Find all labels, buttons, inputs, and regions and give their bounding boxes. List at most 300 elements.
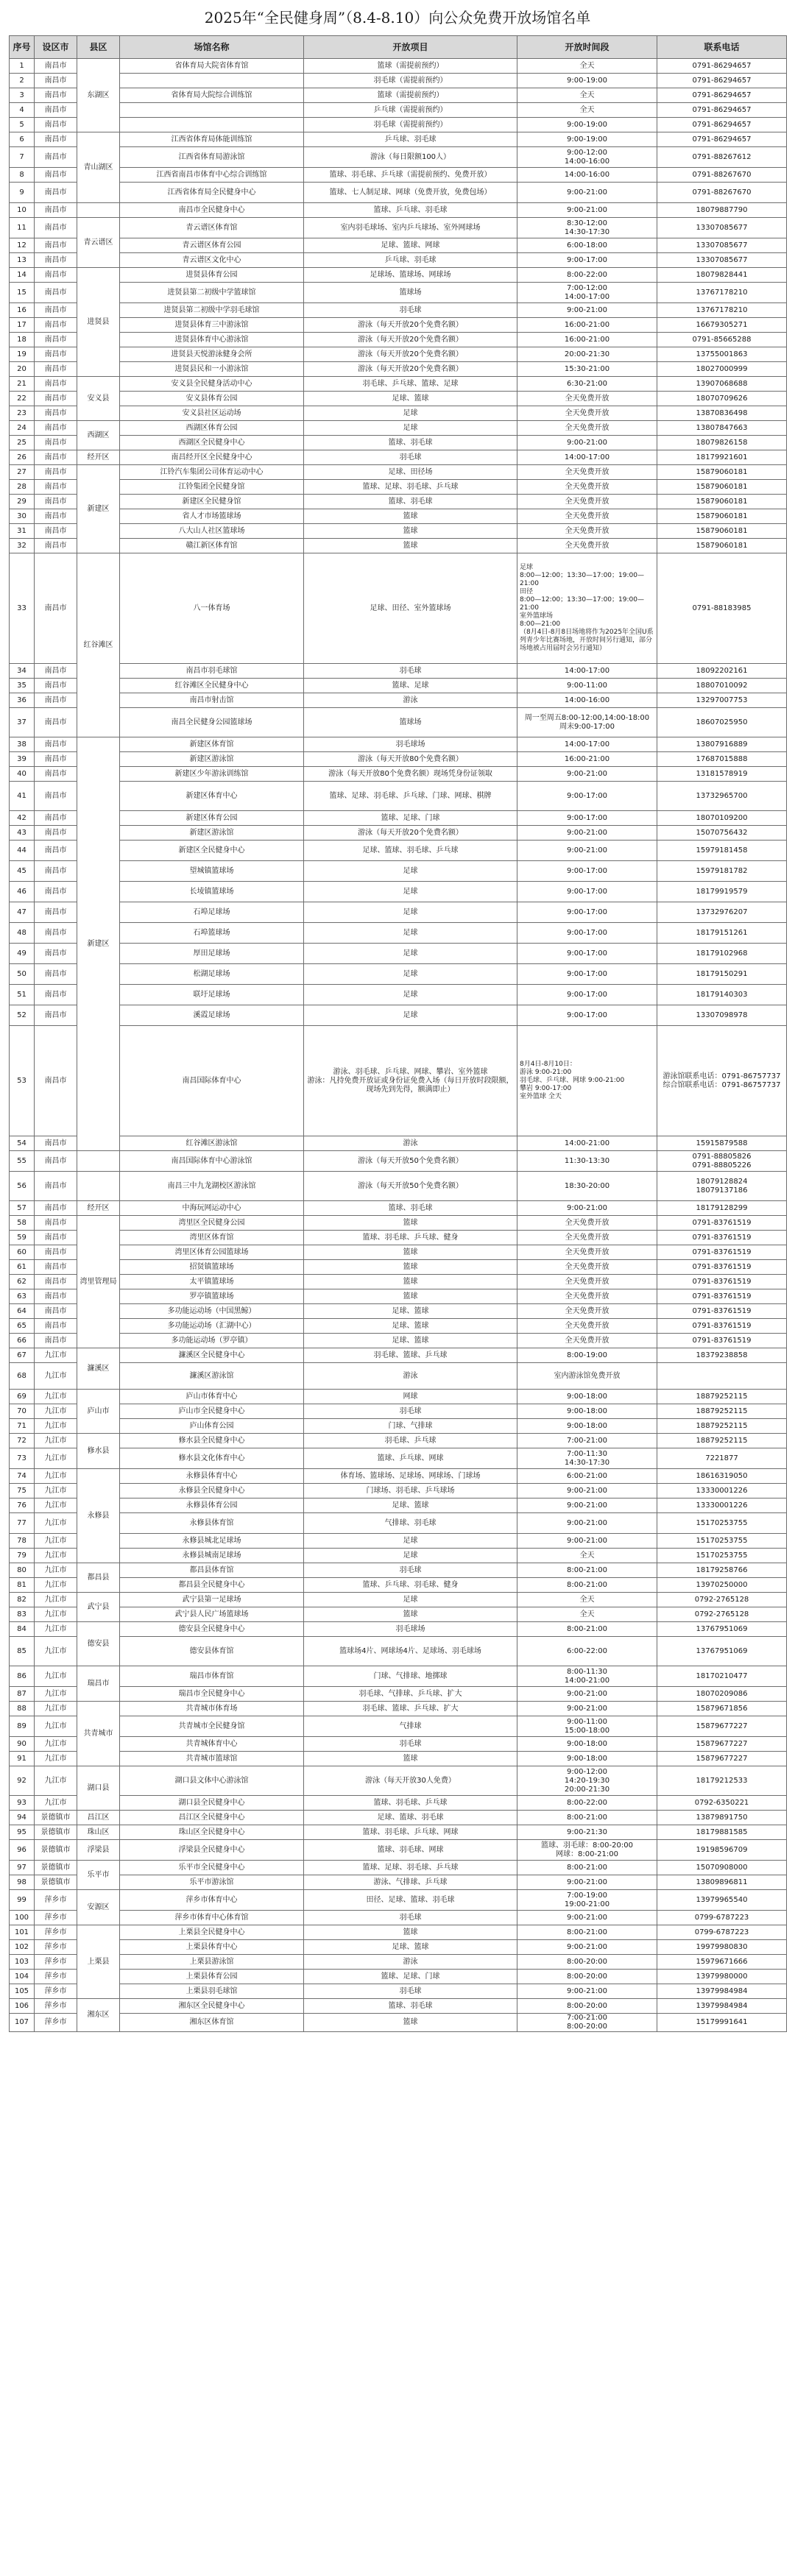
row-serial: 54 (10, 1136, 35, 1151)
row-serial: 52 (10, 1005, 35, 1026)
row-time: 9:00-21:00 (517, 1513, 657, 1534)
row-serial: 38 (10, 737, 35, 752)
row-time: 9:00-18:00 (517, 1752, 657, 1766)
row-phone: 18379238858 (657, 1348, 787, 1363)
row-venue: 中海玩网运动中心 (120, 1201, 304, 1216)
row-phone: 0791-83761519 (657, 1275, 787, 1289)
row-city: 南昌市 (35, 509, 77, 524)
row-county: 新建区 (77, 465, 120, 553)
row-items: 篮球、足球、门球 (304, 1970, 517, 1984)
row-city: 南昌市 (35, 495, 77, 509)
row-city: 南昌市 (35, 1319, 77, 1334)
row-time: 8:00-21:00 (517, 1563, 657, 1578)
row-city: 南昌市 (35, 421, 77, 436)
table-row (10, 1984, 787, 1999)
row-phone: 13330001226 (657, 1498, 787, 1513)
row-serial: 73 (10, 1448, 35, 1469)
row-items: 游泳（每天开放20个免费名额） (304, 362, 517, 377)
row-time: 9:00-19:00 (517, 74, 657, 88)
row-county: 安源区 (77, 1890, 120, 1925)
row-phone: 18879252115 (657, 1434, 787, 1448)
row-phone: 13807916889 (657, 737, 787, 752)
row-venue: 多功能运动场（中国黑鲸） (120, 1304, 304, 1319)
row-items: 足球、篮球、羽毛球、乒乓球 (304, 841, 517, 861)
row-phone: 18179151261 (657, 923, 787, 944)
row-venue: 望城镇篮球场 (120, 861, 304, 882)
row-time: 8:00-20:00 (517, 1970, 657, 1984)
row-time: 20:00-21:30 (517, 347, 657, 362)
row-items: 游泳、羽毛球、乒乓球、网球、攀岩、室外篮球 游泳：凡持免费开放证或身份证免费入场（每日开放时段限额，现场先到先得，额满即止） (304, 1026, 517, 1136)
table-row (10, 1172, 787, 1201)
table-row (10, 436, 787, 450)
row-items: 气排球 (304, 1716, 517, 1737)
table-row (10, 1811, 787, 1825)
row-time: 7:00-12:00 14:00-17:00 (517, 283, 657, 303)
row-phone: 15879060181 (657, 480, 787, 495)
row-phone: 15915879588 (657, 1136, 787, 1151)
row-time: 全天免费开放 (517, 480, 657, 495)
row-time: 9:00-17:00 (517, 964, 657, 985)
row-items: 篮球 (304, 2014, 517, 2032)
table-row (10, 268, 787, 283)
row-phone: 13970250000 (657, 1578, 787, 1593)
row-items: 篮球 (304, 539, 517, 553)
table-row (10, 1925, 787, 1940)
row-city: 九江市 (35, 1549, 77, 1563)
row-serial: 98 (10, 1875, 35, 1890)
row-venue: 上栗县游泳馆 (120, 1955, 304, 1970)
row-serial: 69 (10, 1390, 35, 1404)
table-row (10, 1825, 787, 1840)
row-time: 8:00-22:00 (517, 268, 657, 283)
table-row (10, 132, 787, 147)
row-items: 足球 (304, 964, 517, 985)
row-city: 南昌市 (35, 944, 77, 964)
row-phone: 13767178210 (657, 283, 787, 303)
row-city: 南昌市 (35, 1231, 77, 1245)
row-venue (120, 118, 304, 132)
row-phone: 7221877 (657, 1448, 787, 1469)
row-phone: 15879060181 (657, 495, 787, 509)
row-serial: 43 (10, 826, 35, 841)
row-phone: 18179212533 (657, 1766, 787, 1796)
row-city: 南昌市 (35, 203, 77, 218)
row-city: 九江市 (35, 1593, 77, 1607)
row-phone: 13979984984 (657, 1984, 787, 1999)
row-serial: 64 (10, 1304, 35, 1319)
row-time: 9:00-21:30 (517, 1825, 657, 1840)
row-serial: 61 (10, 1260, 35, 1275)
row-serial: 79 (10, 1549, 35, 1563)
row-items: 足球 (304, 1593, 517, 1607)
table-row (10, 1005, 787, 1026)
table-row (10, 1404, 787, 1419)
row-county: 乐平市 (77, 1861, 120, 1890)
row-serial: 95 (10, 1825, 35, 1840)
row-items: 篮球场 (304, 283, 517, 303)
row-phone: 15879060181 (657, 539, 787, 553)
row-items: 篮球 (304, 1245, 517, 1260)
row-venue: 八一体育场 (120, 553, 304, 664)
row-serial: 6 (10, 132, 35, 147)
row-phone: 15979181782 (657, 861, 787, 882)
row-time: 8:00-21:00 (517, 1925, 657, 1940)
row-city: 九江市 (35, 1607, 77, 1622)
row-serial: 84 (10, 1622, 35, 1637)
row-serial: 42 (10, 811, 35, 826)
row-time: 全天 (517, 59, 657, 74)
row-city: 南昌市 (35, 303, 77, 318)
table-row (10, 861, 787, 882)
row-serial: 57 (10, 1201, 35, 1216)
row-serial: 33 (10, 553, 35, 664)
row-serial: 76 (10, 1498, 35, 1513)
table-row (10, 406, 787, 421)
row-serial: 72 (10, 1434, 35, 1448)
row-items: 篮球、羽毛球 (304, 495, 517, 509)
row-venue: 进贤县第二初级中学羽毛球馆 (120, 303, 304, 318)
row-city: 景德镇市 (35, 1861, 77, 1875)
row-venue: 南昌全民健身公园篮球场 (120, 708, 304, 737)
row-phone: 15170253755 (657, 1534, 787, 1549)
row-items: 篮球、羽毛球、乒乓球、健身 (304, 1231, 517, 1245)
row-phone: 13979965540 (657, 1890, 787, 1911)
row-city: 九江市 (35, 1484, 77, 1498)
row-phone: 13807847663 (657, 421, 787, 436)
row-county: 经开区 (77, 450, 120, 465)
row-items: 乒乓球（需提前预约） (304, 103, 517, 118)
row-serial: 8 (10, 168, 35, 183)
row-items: 田径、足球、篮球、羽毛球 (304, 1890, 517, 1911)
row-time: 8:00-22:00 (517, 1796, 657, 1811)
row-serial: 105 (10, 1984, 35, 1999)
row-serial: 82 (10, 1593, 35, 1607)
row-phone: 15879671856 (657, 1702, 787, 1716)
row-venue: 安义县全民健身活动中心 (120, 377, 304, 392)
row-venue: 罗亭镇篮球场 (120, 1289, 304, 1304)
row-serial: 11 (10, 218, 35, 238)
row-items: 足球 (304, 902, 517, 923)
row-venue: 湾里区体育馆 (120, 1231, 304, 1245)
row-venue: 红谷滩区游泳馆 (120, 1136, 304, 1151)
row-venue: 多功能运动场（汇湖中心） (120, 1319, 304, 1334)
row-phone: 18070709626 (657, 392, 787, 406)
row-county: 永修县 (77, 1469, 120, 1563)
row-time: 9:00-21:00 (517, 1484, 657, 1498)
row-phone: 0791-88183985 (657, 553, 787, 664)
table-row (10, 303, 787, 318)
row-city: 南昌市 (35, 347, 77, 362)
row-venue: 安义县体育公园 (120, 392, 304, 406)
row-items: 游泳（每天开放50个免费名额） (304, 1172, 517, 1201)
row-items: 篮球 (304, 524, 517, 539)
row-time: 全天免费开放 (517, 539, 657, 553)
header-serial: 序号 (10, 36, 35, 59)
row-venue: 共青城市全民健身馆 (120, 1716, 304, 1737)
row-venue: 昌江区全民健身中心 (120, 1811, 304, 1825)
row-county: 濂溪区 (77, 1348, 120, 1390)
row-phone: 16679305271 (657, 318, 787, 333)
row-phone: 18170210477 (657, 1666, 787, 1687)
row-time: 8:00-20:00 (517, 1999, 657, 2014)
row-items: 足球、篮球 (304, 1498, 517, 1513)
row-items: 门球、气排球、地掷球 (304, 1666, 517, 1687)
row-venue: 上栗县全民健身中心 (120, 1925, 304, 1940)
row-time: 14:00-16:00 (517, 693, 657, 708)
row-city: 九江市 (35, 1448, 77, 1469)
row-phone: 游泳馆联系电话：0791-86757737 综合馆联系电话：0791-86757737 (657, 1026, 787, 1136)
row-time: 9:00-17:00 (517, 861, 657, 882)
row-venue: 江西省体育局全民健身中心 (120, 183, 304, 203)
table-row (10, 1687, 787, 1702)
row-serial: 17 (10, 318, 35, 333)
row-venue: 省体育局大院综合训练馆 (120, 88, 304, 103)
row-serial: 3 (10, 88, 35, 103)
row-city: 萍乡市 (35, 1925, 77, 1940)
table-row (10, 693, 787, 708)
table-row (10, 1796, 787, 1811)
row-venue: 瑞昌市体育馆 (120, 1666, 304, 1687)
row-items: 游泳（每天开放50个免费名额） (304, 1151, 517, 1172)
row-city: 南昌市 (35, 1005, 77, 1026)
row-time: 16:00-21:00 (517, 333, 657, 347)
row-time: 9:00-21:00 (517, 1984, 657, 1999)
row-items: 足球 (304, 985, 517, 1005)
row-serial: 34 (10, 664, 35, 679)
row-county: 新建区 (77, 737, 120, 1151)
row-city: 景德镇市 (35, 1825, 77, 1840)
row-venue: 瑞昌市全民健身中心 (120, 1687, 304, 1702)
row-county: 进贤县 (77, 268, 120, 377)
row-city: 南昌市 (35, 168, 77, 183)
row-serial: 2 (10, 74, 35, 88)
row-venue (120, 74, 304, 88)
table-row (10, 495, 787, 509)
row-serial: 67 (10, 1348, 35, 1363)
row-phone: 0791-88267612 (657, 147, 787, 168)
row-items: 篮球、羽毛球、乒乓球、网球 (304, 1825, 517, 1840)
row-venue: 新建区全民健身馆 (120, 495, 304, 509)
table-row (10, 882, 787, 902)
row-city: 南昌市 (35, 1201, 77, 1216)
row-phone: 18179921601 (657, 450, 787, 465)
row-venue: 德安县全民健身中心 (120, 1622, 304, 1637)
row-time: 9:00-21:00 (517, 1940, 657, 1955)
row-items: 足球 (304, 1549, 517, 1563)
table-row (10, 103, 787, 118)
row-city: 九江市 (35, 1534, 77, 1549)
row-time: 9:00-21:00 (517, 1498, 657, 1513)
row-serial: 66 (10, 1334, 35, 1348)
row-phone: 18807010092 (657, 679, 787, 693)
row-items: 足球、篮球 (304, 1334, 517, 1348)
row-serial: 25 (10, 436, 35, 450)
row-phone (657, 1363, 787, 1390)
row-city: 南昌市 (35, 1245, 77, 1260)
row-county: 瑞昌市 (77, 1666, 120, 1702)
row-items: 篮球、足球、门球 (304, 811, 517, 826)
table-row (10, 1752, 787, 1766)
row-items: 游泳（每天开放20个免费名额） (304, 826, 517, 841)
row-serial: 24 (10, 421, 35, 436)
row-venue: 修水县全民健身中心 (120, 1434, 304, 1448)
row-serial: 103 (10, 1955, 35, 1970)
row-time: 9:00-17:00 (517, 811, 657, 826)
row-venue: 进贤县体育中心游泳馆 (120, 333, 304, 347)
table-row (10, 362, 787, 377)
row-time: 9:00-17:00 (517, 985, 657, 1005)
row-items: 篮球、羽毛球 (304, 1201, 517, 1216)
row-time: 全天免费开放 (517, 1319, 657, 1334)
row-serial: 100 (10, 1911, 35, 1925)
row-city: 南昌市 (35, 902, 77, 923)
row-items: 篮球、足球、羽毛球、乒乓球 (304, 1861, 517, 1875)
row-venue: 南昌市羽毛球馆 (120, 664, 304, 679)
row-items: 羽毛球、篮球、乒乓球、扩大 (304, 1702, 517, 1716)
row-time: 14:00-16:00 (517, 168, 657, 183)
table-row (10, 826, 787, 841)
row-phone: 15170253755 (657, 1513, 787, 1534)
table-row (10, 1622, 787, 1637)
row-time: 全天免费开放 (517, 1245, 657, 1260)
row-phone: 18070109200 (657, 811, 787, 826)
row-phone: 19198596709 (657, 1840, 787, 1861)
row-city: 南昌市 (35, 362, 77, 377)
row-serial: 63 (10, 1289, 35, 1304)
table-row (10, 509, 787, 524)
row-serial: 41 (10, 782, 35, 811)
row-city: 九江市 (35, 1563, 77, 1578)
row-city: 南昌市 (35, 1151, 77, 1172)
row-serial: 58 (10, 1216, 35, 1231)
row-serial: 102 (10, 1940, 35, 1955)
row-city: 南昌市 (35, 782, 77, 811)
row-time: 6:00-18:00 (517, 238, 657, 253)
row-phone: 0791-83761519 (657, 1260, 787, 1275)
row-items: 篮球、乒乓球、羽毛球、健身 (304, 1578, 517, 1593)
table-row (10, 88, 787, 103)
row-venue: 珠山区全民健身中心 (120, 1825, 304, 1840)
row-venue: 上栗县体育公园 (120, 1970, 304, 1984)
row-phone: 0799-6787223 (657, 1911, 787, 1925)
row-time: 8:00-21:00 (517, 1622, 657, 1637)
row-serial: 20 (10, 362, 35, 377)
row-time: 室内游泳馆免费开放 (517, 1363, 657, 1390)
row-venue: 都昌县全民健身中心 (120, 1578, 304, 1593)
row-time: 9:00-18:00 (517, 1404, 657, 1419)
row-phone: 0792-6350221 (657, 1796, 787, 1811)
row-serial: 104 (10, 1970, 35, 1984)
row-time: 9:00-21:00 (517, 1687, 657, 1702)
row-phone: 18879252115 (657, 1390, 787, 1404)
table-row (10, 1498, 787, 1513)
row-serial: 19 (10, 347, 35, 362)
row-city: 萍乡市 (35, 1984, 77, 1999)
table-row (10, 811, 787, 826)
row-items: 篮球 (304, 1607, 517, 1622)
row-venue: 湘东区体育馆 (120, 2014, 304, 2032)
row-items: 篮球 (304, 1752, 517, 1766)
row-county (77, 1151, 120, 1172)
row-phone: 0791-83761519 (657, 1231, 787, 1245)
row-venue: 庐山体育公园 (120, 1419, 304, 1434)
row-phone: 13330001226 (657, 1484, 787, 1498)
table-row (10, 2014, 787, 2032)
row-time: 9:00-21:00 (517, 1702, 657, 1716)
row-items: 羽毛球（需提前预约） (304, 118, 517, 132)
row-items: 游泳（每天开放80个免费名额）现场凭身份证领取 (304, 767, 517, 782)
row-city: 南昌市 (35, 59, 77, 74)
table-row (10, 147, 787, 168)
row-venue: 西湖区体育公园 (120, 421, 304, 436)
row-phone: 0791-83761519 (657, 1289, 787, 1304)
row-phone: 13181578919 (657, 767, 787, 782)
row-city: 景德镇市 (35, 1840, 77, 1861)
row-serial: 74 (10, 1469, 35, 1484)
row-city: 南昌市 (35, 480, 77, 495)
table-row (10, 1607, 787, 1622)
row-county: 珠山区 (77, 1825, 120, 1840)
row-phone: 19979980830 (657, 1940, 787, 1955)
row-time: 全天免费开放 (517, 524, 657, 539)
row-items: 气排球、羽毛球 (304, 1513, 517, 1534)
row-serial: 15 (10, 283, 35, 303)
row-city: 南昌市 (35, 811, 77, 826)
row-venue: 濂溪区全民健身中心 (120, 1348, 304, 1363)
row-time: 9:00-18:00 (517, 1737, 657, 1752)
row-city: 南昌市 (35, 436, 77, 450)
row-serial: 86 (10, 1666, 35, 1687)
row-serial: 59 (10, 1231, 35, 1245)
row-city: 九江市 (35, 1578, 77, 1593)
row-serial: 56 (10, 1172, 35, 1201)
row-items: 足球、篮球、网球 (304, 238, 517, 253)
row-phone: 13767951069 (657, 1622, 787, 1637)
row-phone: 18607025950 (657, 708, 787, 737)
row-phone: 15179991641 (657, 2014, 787, 2032)
row-items: 游泳 (304, 1136, 517, 1151)
header-phone: 联系电话 (657, 36, 787, 59)
row-city: 九江市 (35, 1419, 77, 1434)
row-venue: 浮梁县全民健身中心 (120, 1840, 304, 1861)
row-time: 9:00-17:00 (517, 253, 657, 268)
table-body (10, 59, 787, 2032)
row-city: 南昌市 (35, 1275, 77, 1289)
row-time: 9:00-17:00 (517, 882, 657, 902)
table-row (10, 664, 787, 679)
row-venue: 乐平市游泳馆 (120, 1875, 304, 1890)
row-items: 游泳 (304, 1955, 517, 1970)
row-serial: 88 (10, 1702, 35, 1716)
row-phone: 15979671666 (657, 1955, 787, 1970)
row-city: 九江市 (35, 1513, 77, 1534)
row-phone: 15879060181 (657, 524, 787, 539)
row-city: 萍乡市 (35, 1970, 77, 1984)
row-time: 9:00-21:00 (517, 203, 657, 218)
row-city: 南昌市 (35, 88, 77, 103)
row-venue: 共青城市篮球馆 (120, 1752, 304, 1766)
row-county: 红谷滩区 (77, 553, 120, 737)
row-time: 7:00-21:00 8:00-20:00 (517, 2014, 657, 2032)
row-phone: 13979984984 (657, 1999, 787, 2014)
row-venue: 庐山市体育中心 (120, 1390, 304, 1404)
row-city: 南昌市 (35, 377, 77, 392)
row-phone: 13307085677 (657, 253, 787, 268)
row-time: 6:00-21:00 (517, 1469, 657, 1484)
row-venue: 新建区体育中心 (120, 782, 304, 811)
row-phone: 13907068688 (657, 377, 787, 392)
row-time: 9:00-17:00 (517, 944, 657, 964)
